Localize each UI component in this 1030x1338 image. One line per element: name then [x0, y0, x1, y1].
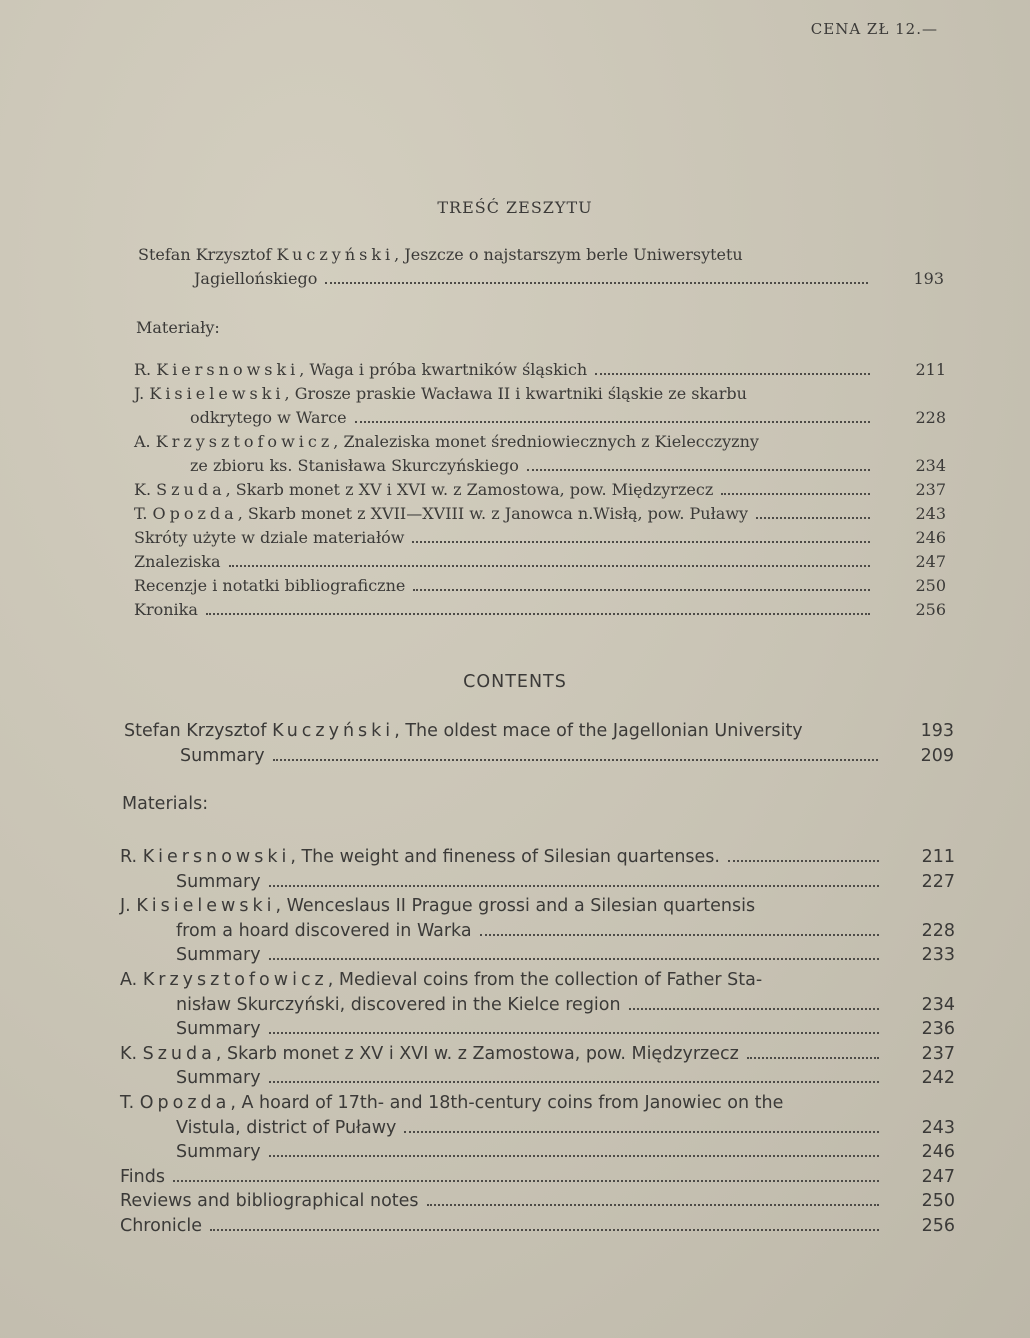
- page-number: 228: [921, 920, 955, 941]
- page-number: 228: [915, 408, 946, 427]
- toc-entry: Reviews and bibliographical notes 250: [120, 1189, 955, 1214]
- toc-entry: Summary 246: [120, 1140, 955, 1165]
- toc-pl-materials-label: Materiały:: [136, 318, 220, 337]
- toc-entry: K. Szuda, Skarb monet z XV i XVI w. z Zamostowa, pow. Międzyrzecz 237: [134, 478, 946, 502]
- page-number: 211: [915, 360, 946, 379]
- page-number: 236: [921, 1019, 955, 1040]
- page-number: 256: [921, 1215, 955, 1236]
- toc-entry: Summary 242: [120, 1066, 955, 1091]
- toc-entry: Finds 247: [120, 1165, 955, 1190]
- toc-entry: A. Krzysztofowicz, Znaleziska monet średniowiecznych z Kielecczyzny ze zbioru ks. Stanisława Skurczyńskiego 234: [134, 430, 946, 478]
- toc-entry: Summary 227: [120, 870, 955, 895]
- toc-entry: T. Opozda, A hoard of 17th- and 18th-century coins from Janowiec on the Vistula, district of Puławy 243: [120, 1091, 955, 1140]
- page-number: 227: [921, 871, 955, 892]
- page-number: 209: [920, 745, 954, 766]
- toc-en-lead: Stefan Krzysztof Kuczyński, The oldest mace of the Jagellonian University 193 Summary 209: [124, 719, 954, 768]
- toc-entry: Kronika 256: [134, 598, 946, 622]
- toc-entry: Summary 236: [120, 1017, 955, 1042]
- page-number: 234: [915, 456, 946, 475]
- toc-en-materials-list: [120, 845, 955, 1239]
- toc-entry: T. Opozda, Skarb monet z XVII—XVIII w. z Janowca n.Wisłą, pow. Puławy 243: [134, 502, 946, 526]
- page-number: 246: [921, 1142, 955, 1163]
- toc-entry: K. Szuda, Skarb monet z XV i XVI w. z Zamostowa, pow. Międzyrzecz 237: [120, 1042, 955, 1067]
- page-number: 233: [921, 945, 955, 966]
- toc-entry: Skróty użyte w dziale materiałów 246: [134, 526, 946, 550]
- toc-entry: R. Kiersnowski, Waga i próba kwartników śląskich 211: [134, 358, 946, 382]
- toc-entry: Recenzje i notatki bibliograficzne 250: [134, 574, 946, 598]
- page-number: 246: [915, 528, 946, 547]
- toc-entry: Znaleziska 247: [134, 550, 946, 574]
- toc-entry: Chronicle 256: [120, 1214, 955, 1239]
- toc-pl-heading: TREŚĆ ZESZYTU: [437, 198, 593, 217]
- page-number: 256: [915, 600, 946, 619]
- page-number: 242: [921, 1068, 955, 1089]
- toc-en-heading: CONTENTS: [463, 672, 567, 692]
- page-number: 193: [913, 269, 944, 288]
- page-number: 237: [915, 480, 946, 499]
- page-number: 237: [921, 1043, 955, 1064]
- page-number: 234: [921, 994, 955, 1015]
- page-number: 250: [921, 1191, 955, 1212]
- toc-en-materials-label: Materials:: [122, 794, 209, 814]
- toc-entry: J. Kisielewski, Wenceslaus II Prague grossi and a Silesian quartensis from a hoard discovered in Warka 228: [120, 894, 955, 943]
- page-number: 247: [921, 1166, 955, 1187]
- toc-pl-materials-list: [134, 358, 946, 622]
- page-number: 250: [915, 576, 946, 595]
- toc-pl-lead: Stefan Krzysztof Kuczyński, Jeszcze o najstarszym berle Uniwersytetu Jagiellońskiego 193: [138, 243, 944, 291]
- toc-entry: R. Kiersnowski, The weight and fineness of Silesian quartenses. 211: [120, 845, 955, 870]
- page-number: 211: [921, 847, 955, 867]
- page-number: 247: [915, 552, 946, 571]
- price-label: CENA ZŁ 12.—: [810, 20, 938, 38]
- page-number: 243: [915, 504, 946, 523]
- page-number: 193: [920, 721, 954, 741]
- toc-entry: Summary 233: [120, 943, 955, 968]
- toc-entry: J. Kisielewski, Grosze praskie Wacława II i kwartniki śląskie ze skarbu odkrytego w Warce 228: [134, 382, 946, 430]
- page-number: 243: [921, 1117, 955, 1138]
- toc-entry: A. Krzysztofowicz, Medieval coins from the collection of Father Sta- nisław Skurczyński, discovered in the Kielce region 234: [120, 968, 955, 1017]
